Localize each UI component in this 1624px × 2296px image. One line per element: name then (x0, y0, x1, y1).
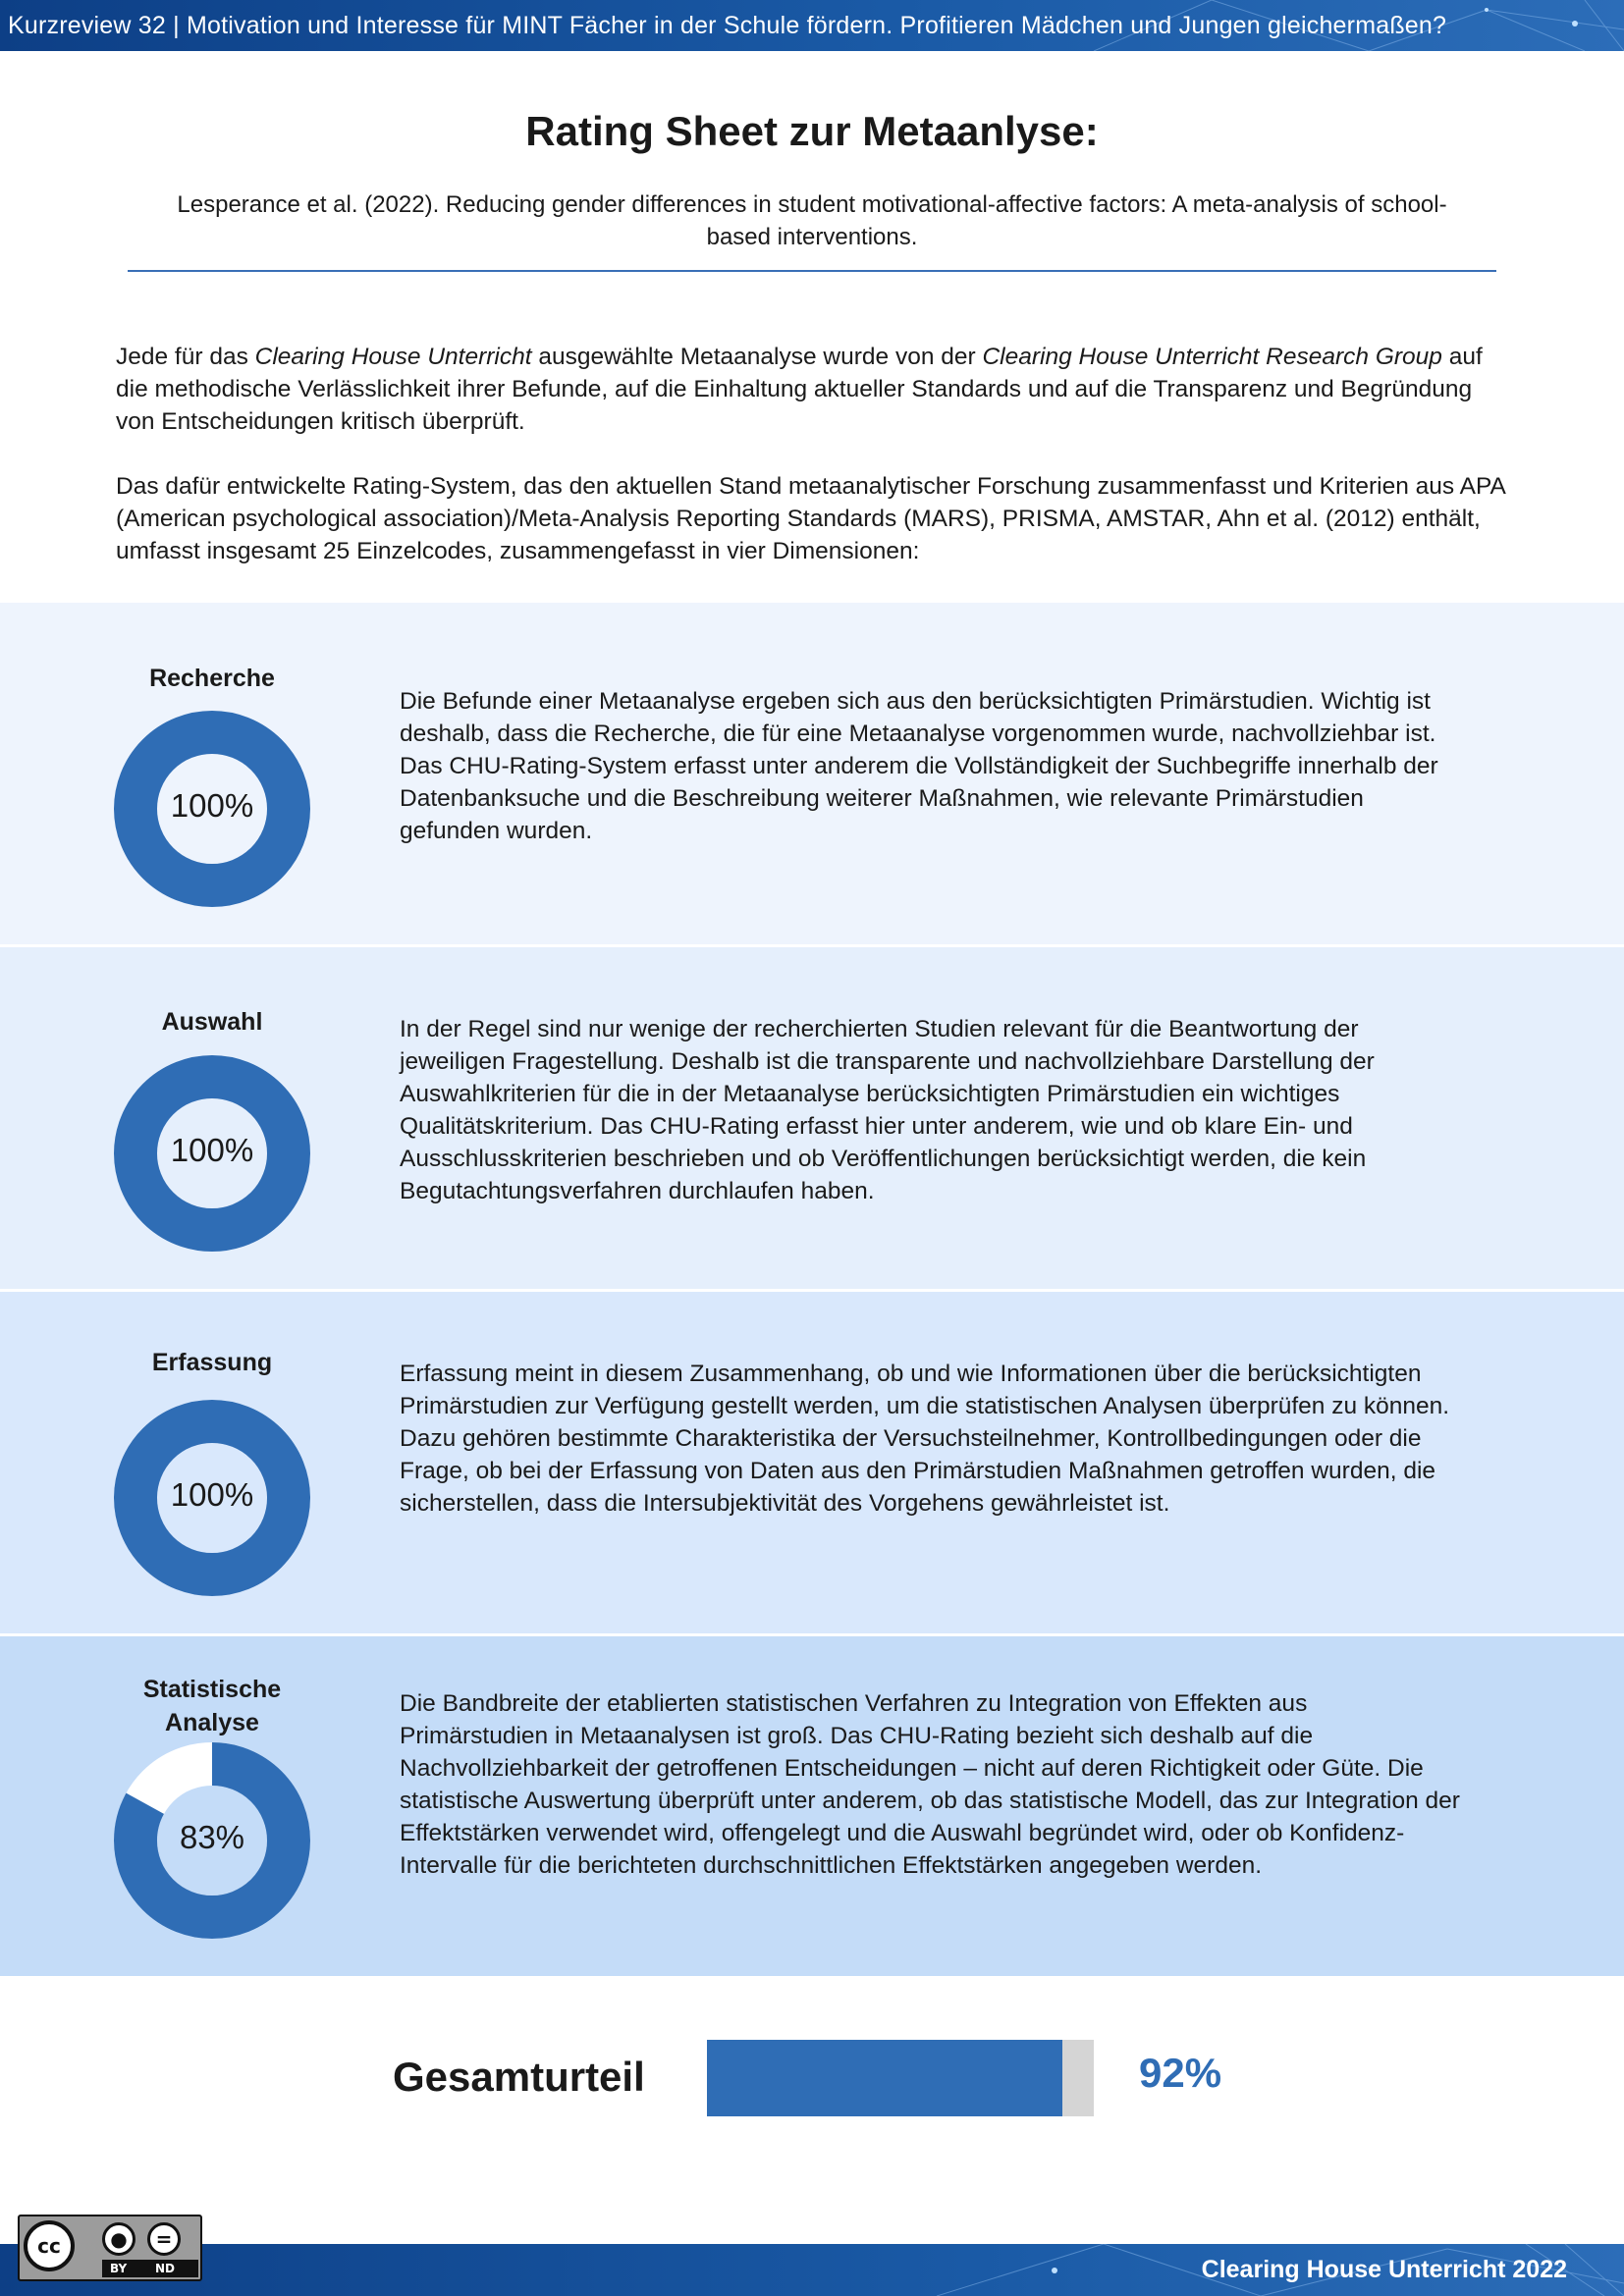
license-tag-nd: ND (155, 2262, 176, 2275)
by-icon: ● (102, 2222, 135, 2256)
overall-label: Gesamturteil (393, 2054, 645, 2100)
intro-paragraph-1 (116, 341, 1510, 438)
dimension-label-line: Auswahl (161, 1008, 263, 1036)
dimension-label (94, 1346, 330, 1379)
intro-emphasis: Clearing House Unterricht Research Group (982, 344, 1442, 370)
dimension-description: Erfassung meint in diesem Zusammenhang, ob und wie Informationen über die berücksichtigten Primärstudien zur Verfügung gestellt werden, um die statistischen Analysen überprüfen zu können. Dazu gehören bestimmte Charakteristika der Versuchsteilnehmer, Kontrollbedingungen oder die Frage, ob bei der Erfassung von Daten aus den Primärstudien Maßnahmen getroffen wurden, die sicherstellen, dass die Intersubjektivität des Vorgehens gewährleistet ist. (400, 1361, 1450, 1517)
dimension-description: In der Regel sind nur wenige der recherchierten Studien relevant für die Beantwortung der jeweiligen Fragestellung. Deshalb ist die transparente und nachvollziehbare Darstellung der Auswahlkriterien für die in der Metaanalyse berücksichtigten Primärstudien ein wichtiges Qualitätskriterium. Das CHU-Rating erfasst hier unter anderem, wie und ob klare Ein- und Ausschlusskriterien beschrieben und ob Veröffentlichungen berücksichtigt werden, die kein Begutachtungsverfahren durchlaufen haben. (400, 1016, 1375, 1204)
dimension-label (94, 1673, 330, 1739)
intro-paragraph-2: Das dafür entwickelte Rating-System, das den aktuellen Stand metaanalytischer Forschung zusammenfasst und Kriterien aus APA (American psychological association)/Meta-Analysis Reporting Standards (MARS), PRISMA, AMSTAR, Ahn et al. (2012) enthält, umfasst insgesamt 25 Einzelcodes, zusammengefasst in vier Dimensionen: (116, 473, 1505, 564)
dimension-section-auswahl (0, 947, 1624, 1289)
dimension-label-line: Statistische (142, 1676, 282, 1703)
dimension-section-erfassung (0, 1292, 1624, 1633)
page-title: Rating Sheet zur Metaanlyse: (525, 108, 1099, 154)
donut-value: 100% (170, 1476, 254, 1513)
intro-text: ausgewählte Metaanalyse wurde von der (531, 344, 983, 370)
nd-icon: = (147, 2222, 181, 2256)
dimension-description: Die Befunde einer Metaanalyse ergeben sich aus den berücksichtigten Primärstudien. Wichtig ist deshalb, dass die Recherche, die für eine Metaanalyse vorgenommen wurde, nachvollziehbar ist. Das CHU-Rating-System erfasst unter anderem die Vollständigkeit der Suchbegriffe innerhalb der Datenbanksuche und die Beschreibung weiterer Maßnahmen, wie relevante Primärstudien gefunden wurden. (400, 688, 1438, 844)
cc-icon: cc (24, 2220, 75, 2271)
overall-value: 92% (1139, 2050, 1222, 2096)
footer-band (0, 2244, 1624, 2296)
overall-bar-fill (707, 2040, 1062, 2116)
cc-license-badge[interactable] (18, 2215, 202, 2281)
title-divider (128, 270, 1496, 272)
dimension-label (94, 662, 330, 695)
donut-value: 100% (170, 787, 254, 824)
dimension-section-statistische-analyse (0, 1636, 1624, 1976)
header-band (0, 0, 1624, 51)
dimension-label (94, 1005, 330, 1039)
citation: Lesperance et al. (2022). Reducing gender differences in student motivational-affective factors: A meta-analysis of school-based interventions. (177, 191, 1447, 250)
intro-emphasis: Clearing House Unterricht (254, 344, 532, 370)
dimension-label-line: Recherche (149, 665, 275, 692)
intro-text: auf die methodische Verlässlichkeit ihrer Befunde, auf die Einhaltung aktueller Standards und auf die Transparenz und Begründung von Entscheidungen kritisch überprüft. (116, 344, 1483, 435)
dimension-label-line: Erfassung (151, 1349, 273, 1376)
dimension-description: Die Bandbreite der etablierten statistischen Verfahren zu Integration von Effekten aus Primärstudien in Metaanalysen ist groß. Das CHU-Rating bezieht sich deshalb auf die Nachvollziehbarkeit der getroffenen Entscheidungen – nicht auf deren Richtigkeit oder Güte. Die statistische Auswertung überprüft unter anderem, ob das statistische Modell, das zur Integration der Effektstärken verwendet wird, offengelegt und die Auswahl begründet wird, oder ob Konfidenz-Intervalle für die berichteten durchschnittlichen Effektstärken angegeben werden. (400, 1690, 1460, 1879)
running-title: Kurzreview 32 | Motivation und Interesse für MINT Fächer in der Schule fördern. Profitieren Mädchen und Jungen gleichermaßen? (8, 12, 1447, 39)
dimension-label-line: Analyse (165, 1709, 259, 1736)
license-tag-by: BY (110, 2262, 128, 2275)
donut-value: 100% (170, 1132, 254, 1168)
overall-bar-track (707, 2040, 1094, 2116)
dimension-section-recherche (0, 603, 1624, 944)
donut-value: 83% (179, 1819, 245, 1855)
footer-text: Clearing House Unterricht 2022 (1201, 2256, 1567, 2283)
intro-text: Jede für das (116, 344, 255, 370)
